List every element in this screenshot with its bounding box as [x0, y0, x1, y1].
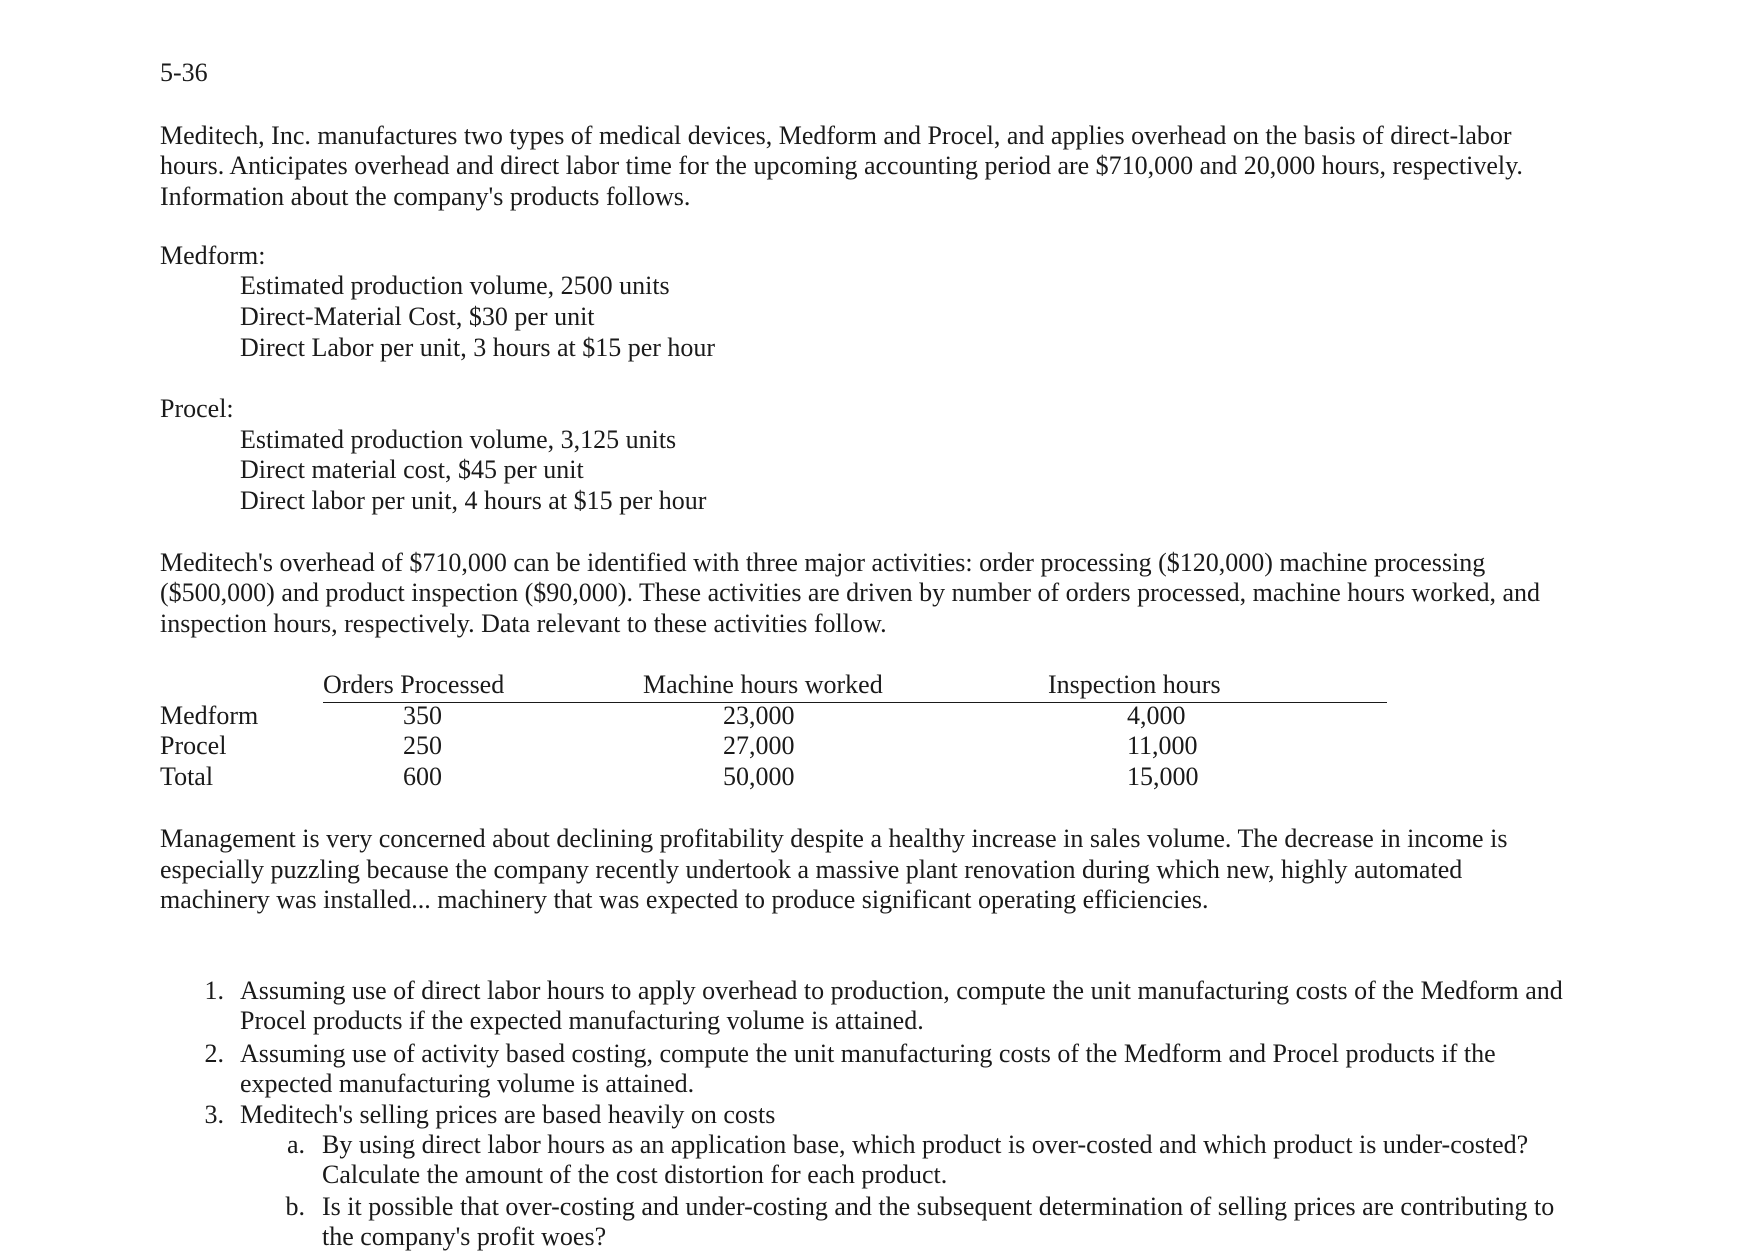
question-number: 3. — [204, 1100, 224, 1129]
orders-cell: 250 — [403, 731, 442, 760]
question-line: Assuming use of activity based costing, compute the unit manufacturing costs of the Medform and Procel products if the — [240, 1039, 1496, 1068]
sub-question-letter: a. — [286, 1130, 305, 1159]
inspection-cell: 15,000 — [1127, 762, 1199, 791]
machine-cell: 50,000 — [723, 762, 795, 791]
header-inspection-hours: Inspection hours — [1048, 670, 1221, 699]
overhead-line: ($500,000) and product inspection ($90,000). These activities are driven by number of orders processed, machine hours worked, and — [160, 578, 1541, 607]
medform-heading: Medform: — [160, 241, 266, 270]
question-number: 1. — [204, 976, 224, 1005]
sub-question-letter: b. — [285, 1192, 305, 1221]
intro-line: Information about the company's products follows. — [160, 182, 691, 211]
overhead-line: Meditech's overhead of $710,000 can be identified with three major activities: order processing ($120,000) machine processing — [160, 548, 1486, 577]
question-line: Assuming use of direct labor hours to apply overhead to production, compute the unit manufacturing costs of the Medform and — [240, 976, 1563, 1005]
procel-item: Direct material cost, $45 per unit — [240, 455, 584, 484]
intro-line: hours. Anticipates overhead and direct labor time for the upcoming accounting period are $710,000 and 20,000 hours, respectively. — [160, 151, 1523, 180]
sub-question-line: By using direct labor hours as an application base, which product is over-costed and which product is under-costed? — [322, 1130, 1529, 1159]
procel-item: Direct labor per unit, 4 hours at $15 per hour — [240, 486, 707, 515]
sub-question-line: Is it possible that over-costing and under-costing and the subsequent determination of selling prices are contributing to — [322, 1192, 1555, 1221]
procel-heading: Procel: — [160, 394, 234, 423]
header-underline — [323, 702, 1387, 703]
procel-item: Estimated production volume, 3,125 units — [240, 425, 677, 454]
sub-question-line: Calculate the amount of the cost distortion for each product. — [322, 1160, 948, 1189]
row-label: Total — [160, 762, 214, 791]
machine-cell: 27,000 — [723, 731, 795, 760]
medform-item: Direct Labor per unit, 3 hours at $15 per hour — [240, 333, 716, 362]
question-line: Meditech's selling prices are based heavily on costs — [240, 1100, 776, 1129]
orders-cell: 350 — [403, 701, 442, 730]
orders-cell: 600 — [403, 762, 442, 791]
question-number: 2. — [204, 1039, 224, 1068]
problem-number: 5-36 — [160, 58, 208, 87]
medform-item: Estimated production volume, 2500 units — [240, 271, 670, 300]
management-line: machinery was installed... machinery that was expected to produce significant operating efficiencies. — [160, 885, 1209, 914]
intro-line: Meditech, Inc. manufactures two types of medical devices, Medform and Procel, and applies overhead on the basis of direct-labor — [160, 121, 1512, 150]
header-orders-processed: Orders Processed — [323, 670, 505, 699]
question-line: Procel products if the expected manufacturing volume is attained. — [240, 1006, 924, 1035]
management-line: Management is very concerned about declining profitability despite a healthy increase in sales volume. The decrease in income is — [160, 824, 1508, 853]
inspection-cell: 4,000 — [1127, 701, 1186, 730]
row-label: Medform — [160, 701, 259, 730]
overhead-line: inspection hours, respectively. Data relevant to these activities follow. — [160, 609, 887, 638]
management-line: especially puzzling because the company recently undertook a massive plant renovation during which new, highly automated — [160, 855, 1463, 884]
inspection-cell: 11,000 — [1127, 731, 1198, 760]
question-line: expected manufacturing volume is attained. — [240, 1069, 695, 1098]
header-machine-hours: Machine hours worked — [643, 670, 883, 699]
medform-item: Direct-Material Cost, $30 per unit — [240, 302, 595, 331]
row-label: Procel — [160, 731, 227, 760]
machine-cell: 23,000 — [723, 701, 795, 730]
sub-question-line: the company's profit woes? — [322, 1222, 607, 1251]
